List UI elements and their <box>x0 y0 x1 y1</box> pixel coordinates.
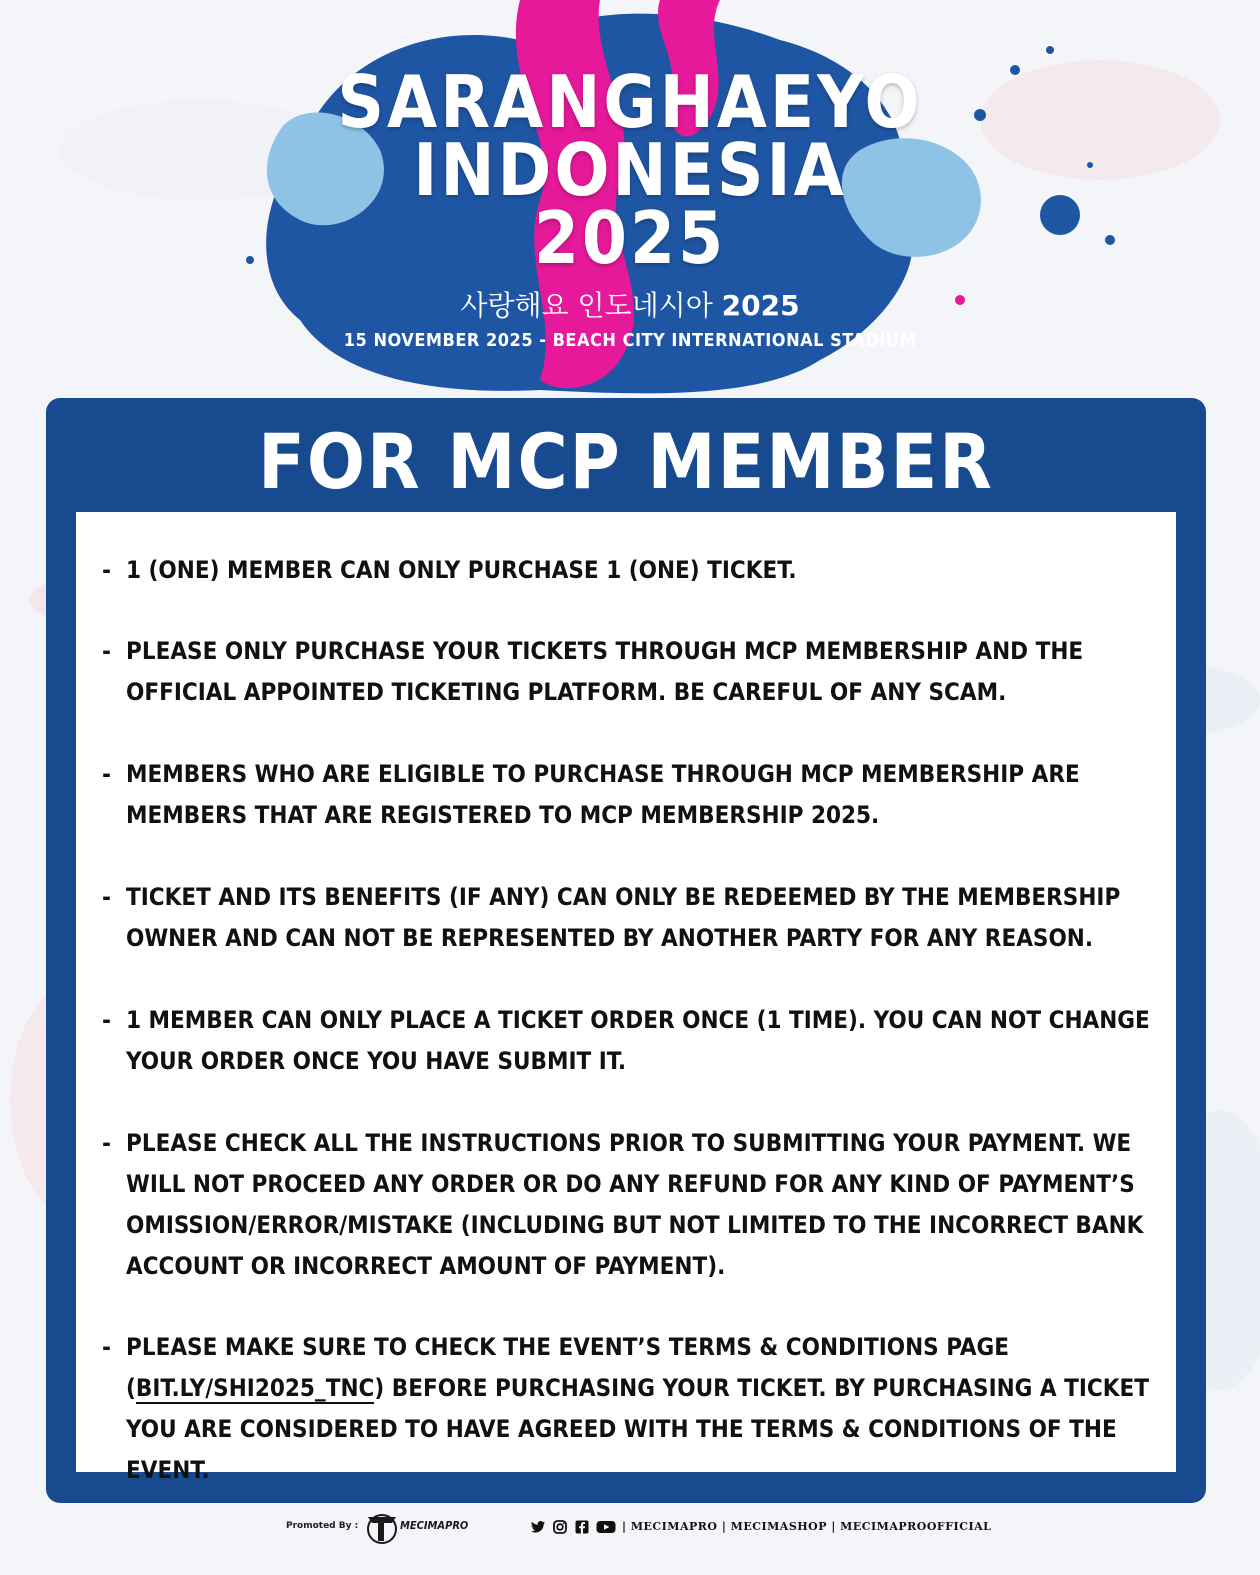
rule-text: PLEASE ONLY PURCHASE YOUR TICKETS THROUGH MCP MEMBERSHIP AND THE OFFICIAL APPOINTED TICKETING PLATFORM. BE CAREFUL OF ANY SCAM. <box>126 637 1084 706</box>
social-icons <box>530 1519 616 1535</box>
instagram-icon[interactable] <box>552 1519 568 1535</box>
terms-link[interactable]: BIT.LY/SHI2025_TNC <box>135 1374 375 1402</box>
rule-item <box>102 877 1162 959</box>
footer <box>0 1505 1260 1555</box>
rule-text-after-link: ) BEFORE PURCHASING YOUR TICKET. BY PURCHASING A TICKET YOU ARE CONSIDERED TO HAVE AGREED WITH THE TERMS & CONDITIONS OF THE EVENT. <box>126 1374 1149 1484</box>
event-title-line-1: SARANGHAEYO <box>337 60 923 144</box>
facebook-icon[interactable] <box>574 1519 590 1535</box>
rule-item <box>102 631 1162 713</box>
rule-text <box>126 1327 1162 1491</box>
event-title <box>0 60 1260 280</box>
rule-item <box>102 754 1162 836</box>
event-header <box>0 0 1260 400</box>
rule-text: 1 MEMBER CAN ONLY PLACE A TICKET ORDER ONCE (1 TIME). YOU CAN NOT CHANGE YOUR ORDER ONCE YOU HAVE SUBMIT IT. <box>126 1006 1150 1075</box>
korean-title-year: 2025 <box>721 289 800 322</box>
promoted-by-label: Promoted By : <box>286 1521 359 1531</box>
member-rules-panel <box>46 398 1206 1503</box>
rule-dash: - <box>102 883 111 911</box>
twitter-icon[interactable] <box>530 1519 546 1535</box>
rule-dash: - <box>102 1129 111 1157</box>
rule-text: 1 (ONE) MEMBER CAN ONLY PURCHASE 1 (ONE) TICKET. <box>126 556 797 584</box>
rule-text: MEMBERS WHO ARE ELIGIBLE TO PURCHASE THROUGH MCP MEMBERSHIP ARE MEMBERS THAT ARE REGISTERED TO MCP MEMBERSHIP 2025. <box>126 760 1080 829</box>
panel-title: FOR MCP MEMBER <box>258 417 994 506</box>
korean-title-text: 사랑해요 인도네시아 <box>460 289 713 322</box>
rule-dash: - <box>102 556 111 584</box>
rule-item <box>102 550 1162 591</box>
rules-box <box>76 512 1176 1484</box>
rule-dash: - <box>102 760 111 788</box>
youtube-icon[interactable] <box>596 1519 616 1535</box>
rule-text: PLEASE CHECK ALL THE INSTRUCTIONS PRIOR TO SUBMITTING YOUR PAYMENT. WE WILL NOT PROCEED ANY ORDER OR DO ANY REFUND FOR ANY KIND OF PAYMENT’S OMISSION/ERROR/MISTAKE (INCLUDING BUT NOT LIMITED TO THE INCORRECT BANK ACCOUNT OR INCORRECT AMOUNT OF PAYMENT). <box>126 1129 1144 1280</box>
rule-item <box>102 1123 1162 1287</box>
social-handles: | MECIMAPRO | MECIMASHOP | MECIMAPROOFFICIAL <box>622 1520 992 1533</box>
rule-dash: - <box>102 637 111 665</box>
rule-item <box>102 1000 1162 1082</box>
mecimapro-logo-icon <box>362 1509 402 1545</box>
promoter-name: MECIMAPRO <box>400 1519 469 1532</box>
rule-text: TICKET AND ITS BENEFITS (IF ANY) CAN ONLY BE REDEEMED BY THE MEMBERSHIP OWNER AND CAN NOT BE REPRESENTED BY ANOTHER PARTY FOR ANY REASON. <box>126 883 1121 952</box>
rule-dash: - <box>102 1006 111 1034</box>
event-date-venue: 15 NOVEMBER 2025 - BEACH CITY INTERNATIONAL STADIUM <box>343 330 917 351</box>
rule-dash: - <box>102 1333 111 1361</box>
event-title-line-2: INDONESIA <box>413 128 847 212</box>
rule-item <box>102 1327 1162 1491</box>
rule-text-before-link: PLEASE MAKE SURE TO CHECK THE EVENT’S TERMS & CONDITIONS PAGE ( <box>126 1333 1010 1402</box>
event-title-line-3: 2025 <box>533 196 727 280</box>
event-korean-title <box>0 284 1260 324</box>
